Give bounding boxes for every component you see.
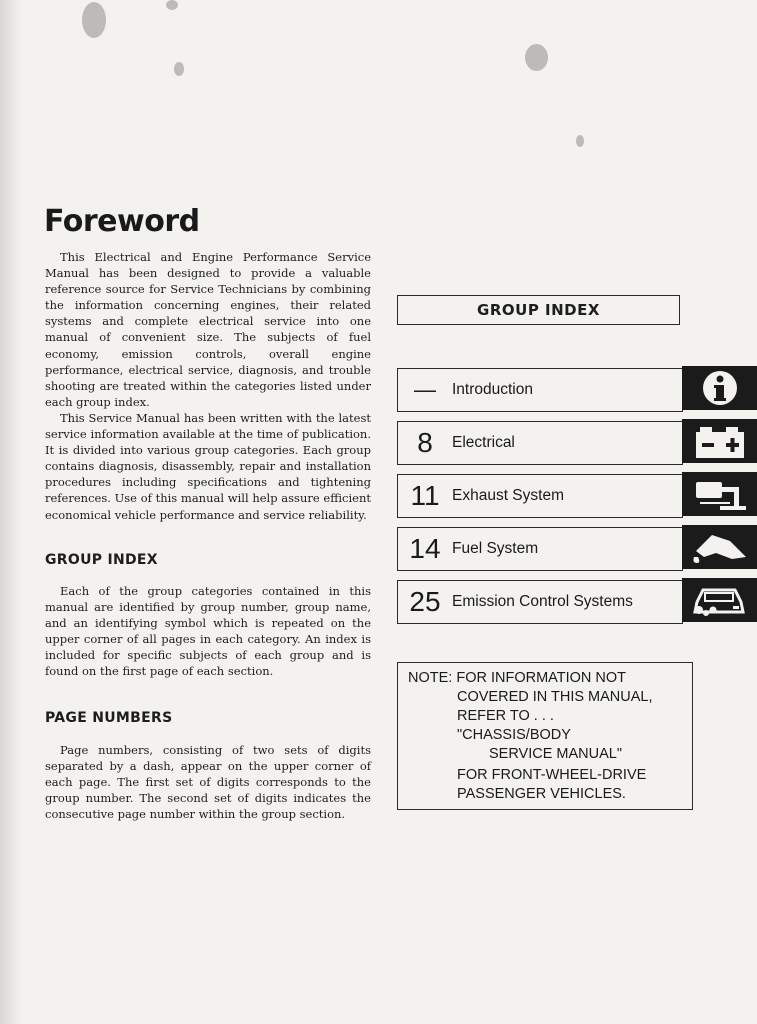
foreword-text	[45, 249, 371, 523]
group-index-paragraph: Each of the group categories contained in this manual are identified by group number, group name, and an identifying symbol which is repeated on the upper corner of all pages in each category. An index is included for specific subjects of each group and is found on the first page of each section.	[45, 584, 371, 679]
index-row-fuel-system[interactable]	[397, 527, 683, 571]
index-row-name: Emission Control Systems	[452, 593, 633, 610]
exhaust-icon[interactable]	[682, 472, 757, 516]
note-line: PASSENGER VEHICLES.	[457, 786, 626, 802]
note-line: NOTE: FOR INFORMATION NOT	[408, 670, 627, 686]
ink-spot	[82, 2, 106, 38]
index-row-number: 25	[409, 586, 441, 617]
note-line: REFER TO . . .	[457, 708, 554, 724]
note-line: "CHASSIS/BODY	[457, 727, 571, 743]
group-index-heading: GROUP INDEX	[45, 552, 158, 568]
index-row-name: Introduction	[452, 381, 533, 398]
note-line: SERVICE MANUAL"	[489, 746, 622, 762]
info-icon[interactable]	[682, 366, 757, 410]
index-row-introduction[interactable]	[397, 368, 683, 412]
index-row-number: 14	[409, 533, 441, 564]
page-title: Foreword	[44, 204, 200, 239]
ink-spot	[174, 62, 184, 76]
index-row-number: 8	[417, 427, 433, 458]
page-numbers-text	[45, 742, 371, 822]
index-row-name: Exhaust System	[452, 487, 564, 504]
index-row-name: Electrical	[452, 434, 515, 451]
group-index-text	[45, 583, 371, 680]
group-index-box-header: GROUP INDEX	[397, 295, 680, 325]
index-row-number: 11	[410, 480, 440, 511]
battery-icon[interactable]	[682, 419, 757, 463]
foreword-paragraph: This Service Manual has been written with the latest service information available at the time of publication. It is divided into various group categories. Each group contains diagnosis, disassembly, repair and installation procedures including specifications and tightening references. Use of this manual will help assure efficient economical vehicle performance and service reliability.	[45, 410, 371, 522]
note-box	[397, 662, 693, 810]
page-numbers-paragraph: Page numbers, consisting of two sets of digits separated by a dash, appear on the upper corner of each page. The first set of digits corresponds to the group number. The second set of digits indicates the consecutive page number within the group section.	[45, 743, 371, 822]
page-numbers-heading: PAGE NUMBERS	[45, 710, 173, 726]
note-line: COVERED IN THIS MANUAL,	[457, 689, 653, 705]
car-emission-icon[interactable]	[682, 578, 757, 622]
index-row-name: Fuel System	[452, 540, 539, 557]
ink-spot	[576, 135, 584, 147]
page-edge-shadow	[0, 0, 22, 1024]
note-line: FOR FRONT-WHEEL-DRIVE	[457, 767, 647, 783]
index-row-electrical[interactable]	[397, 421, 683, 465]
index-row-exhaust-system[interactable]	[397, 474, 683, 518]
index-row-number: —	[414, 377, 436, 402]
fuel-nozzle-icon[interactable]	[682, 525, 757, 569]
ink-spot	[525, 44, 548, 71]
index-row-emission-control-systems[interactable]	[397, 580, 683, 624]
foreword-paragraph: This Electrical and Engine Performance Service Manual has been designed to provide a valuable reference source for Service Technicians by combining the information concerning engines, their related systems and complete electrical service into one manual of convenient size. The subjects of fuel economy, emission controls, overall engine performance, electrical service, diagnosis, and trouble shooting are treated within the categories listed under each group index.	[45, 250, 371, 409]
ink-spot	[166, 0, 178, 10]
